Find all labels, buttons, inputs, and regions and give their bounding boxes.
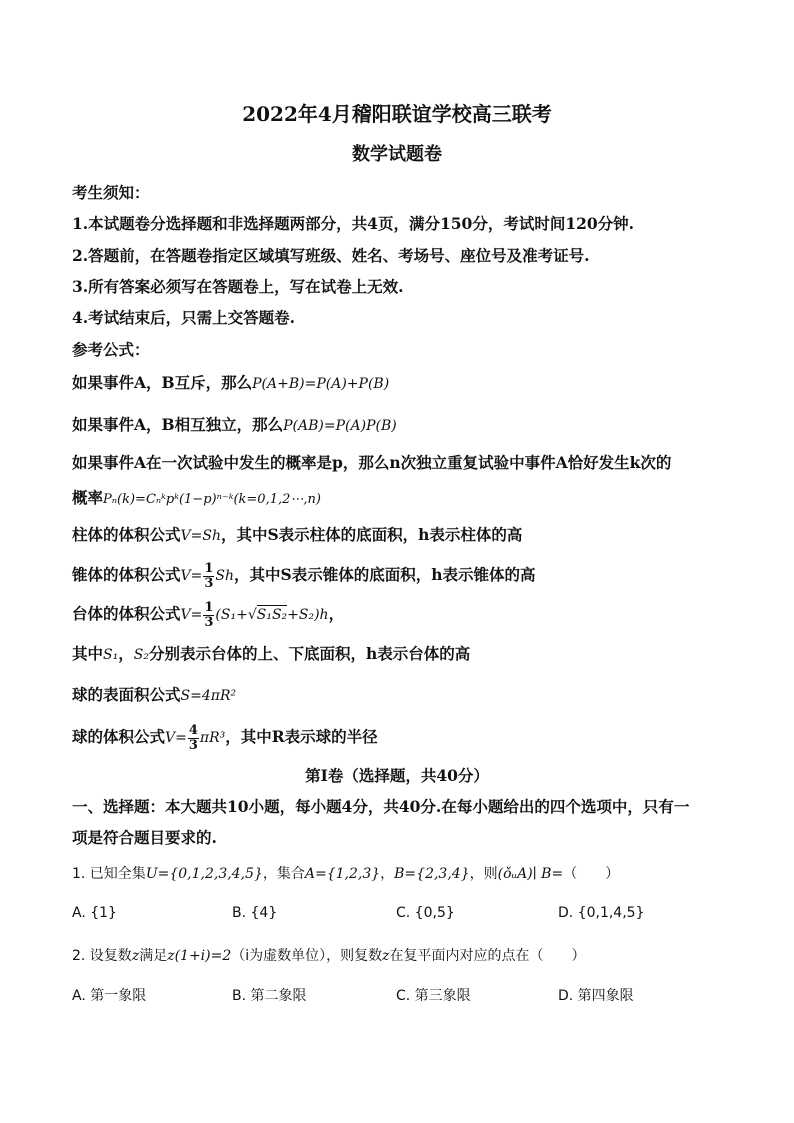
formula-cone-num: 1	[204, 560, 214, 576]
formula-sphere-area	[72, 685, 734, 706]
formula-prism-expr: V=Sh	[180, 528, 221, 544]
question-1-stem	[72, 864, 734, 884]
formula-sphere-vol-fraction	[188, 724, 199, 753]
notice-heading: 考生须知：	[72, 183, 150, 202]
formula-cone-suffix: ，其中S表示锥体的底面积，h表示锥体的高	[234, 565, 536, 584]
q2-option-b[interactable]: B. 第二象限	[232, 988, 307, 1004]
q1-stem-c: ，	[380, 866, 395, 882]
formula-frustum-suffix: ，	[328, 604, 345, 623]
q1-option-d[interactable]: D. {0,1,4,5}	[558, 905, 645, 921]
exam-subtitle: 数学试题卷	[352, 144, 442, 165]
q2-var-z: z	[131, 948, 140, 964]
formula-sphere-vol-rhs: πR³	[199, 730, 226, 746]
formula-cone-rhs: Sh	[215, 568, 235, 584]
formula-frustum-sqrt: S₁S₂	[256, 607, 288, 623]
q2-option-d[interactable]: D. 第四象限	[558, 988, 634, 1004]
exam-title: 2022年4月稽阳联谊学校高三联考	[242, 102, 552, 126]
q1-set-a: A={1,2,3}	[304, 866, 381, 882]
part1-heading: 第Ⅰ卷（选择题，共40分）	[305, 766, 489, 785]
formula-frustum-note	[72, 644, 734, 665]
notice-item-1: 1.本试题卷分选择题和非选择题两部分，共4页，满分150分，考试时间120分钟.	[72, 214, 635, 233]
formula-indep-expr: P(AB)=P(A)P(B)	[283, 418, 397, 434]
formula-frustum-lhs: V=	[180, 607, 203, 623]
formula-sphere-area-prefix: 球的表面积公式	[72, 685, 181, 704]
formula-sphere-vol-suffix: ，其中R表示球的半径	[225, 727, 378, 746]
q2-stem-b: 满足	[139, 948, 168, 964]
formula-binomial-prefix: 概率	[72, 488, 104, 507]
formula-cone-fraction	[203, 562, 214, 591]
q2-stem-a: 2. 设复数	[72, 948, 132, 964]
frustum-note-s1: S₁	[103, 647, 119, 663]
frustum-note-b: ，	[118, 644, 134, 663]
formula-cone-lhs: V=	[180, 568, 203, 584]
q1-universal-set: U={0,1,2,3,4,5}	[145, 866, 263, 882]
q2-option-c[interactable]: C. 第三象限	[396, 988, 471, 1004]
q2-equation: z(1+i)=2	[167, 948, 232, 964]
q2-var-z-2: z	[382, 948, 390, 964]
q2-stem-d: 在复平面内对应的点在（ ）	[389, 948, 586, 964]
formula-prism-suffix: ，其中S表示柱体的底面积，h表示柱体的高	[220, 525, 523, 544]
q2-stem-c: （i为虚数单位），则复数	[231, 948, 383, 964]
q1-stem-a: 1. 已知全集	[72, 866, 146, 882]
formula-cone-den: 3	[204, 575, 214, 591]
notice-item-2: 2.答题前，在答题卷指定区域填写班级、姓名、考场号、座位号及准考证号.	[72, 246, 590, 265]
formula-frustum-fraction	[203, 601, 214, 630]
q1-set-b: B={2,3,4}	[394, 866, 470, 882]
formula-sphere-vol-lhs: V=	[165, 730, 187, 746]
q1-stem-b: ，集合	[262, 866, 305, 882]
formula-mutex-expr: P(A+B)=P(A)+P(B)	[252, 376, 390, 392]
formula-frustum: 台体的体积公式V= $\frac{1}{3}$ (S₁+√S₁S₂+S₂)h，	[72, 599, 345, 630]
formula-frustum-rhs-a: (S₁+	[215, 607, 248, 623]
notice-item-3: 3.所有答案必须写在答题卷上，写在试卷上无效.	[72, 277, 404, 296]
formula-binomial-expr: Pₙ(k)=Cₙᵏpᵏ(1−p)ⁿ⁻ᵏ(k=0,1,2⋯,n)	[103, 492, 321, 507]
question-2-stem	[72, 946, 734, 966]
q1-option-c[interactable]: C. {0,5}	[396, 905, 455, 921]
formula-cone-prefix: 锥体的体积公式	[72, 565, 181, 584]
formula-independent	[72, 415, 734, 436]
part1-intro-line2: 项是符合题目要求的.	[72, 828, 217, 847]
q2-option-a[interactable]: A. 第一象限	[72, 988, 147, 1004]
formula-binomial-line1: 如果事件A在一次试验中发生的概率是p，那么n次独立重复试验中事件A恰好发生k次的	[72, 453, 672, 472]
formula-frustum-prefix: 台体的体积公式	[72, 604, 181, 623]
formula-mutex-text: 如果事件A，B互斥，那么	[72, 373, 253, 392]
formula-sphere-volume	[72, 722, 734, 753]
part1-intro-line1: 一、选择题：本大题共10小题，每小题4分，共40分.在每小题给出的四个选项中，只有一	[72, 797, 690, 816]
formula-frustum-den: 3	[204, 614, 214, 630]
formula-mutex	[72, 373, 734, 394]
frustum-note-s2: S₂	[133, 647, 149, 663]
formula-binomial-line2	[72, 488, 734, 510]
q1-option-b[interactable]: B. {4}	[232, 905, 278, 921]
formula-frustum-num: 1	[204, 599, 214, 615]
formula-sphere-vol-prefix: 球的体积公式	[72, 727, 166, 746]
notice-item-4: 4.考试结束后，只需上交答题卷.	[72, 308, 296, 327]
q1-stem-e: （ ）	[563, 866, 620, 882]
formula-sphere-vol-num: 4	[188, 722, 198, 738]
formula-sphere-area-expr: S=4πR²	[180, 688, 237, 704]
q1-option-a[interactable]: A. {1}	[72, 905, 117, 921]
formula-sphere-vol-den: 3	[188, 737, 198, 753]
formula-frustum-rhs-b: +S₂)h	[287, 607, 329, 623]
frustum-note-c: 分别表示台体的上、下底面积，h表示台体的高	[148, 644, 471, 663]
frustum-note-a: 其中	[72, 644, 104, 663]
formula-prism-prefix: 柱体的体积公式	[72, 525, 181, 544]
formula-prism	[72, 525, 734, 546]
q1-expression: (ǒᵤA)∣ B=	[497, 866, 564, 882]
formulas-heading: 参考公式：	[72, 340, 150, 359]
q1-stem-d: ，则	[469, 866, 498, 882]
formula-cone	[72, 560, 734, 591]
formula-indep-text: 如果事件A，B相互独立，那么	[72, 415, 284, 434]
